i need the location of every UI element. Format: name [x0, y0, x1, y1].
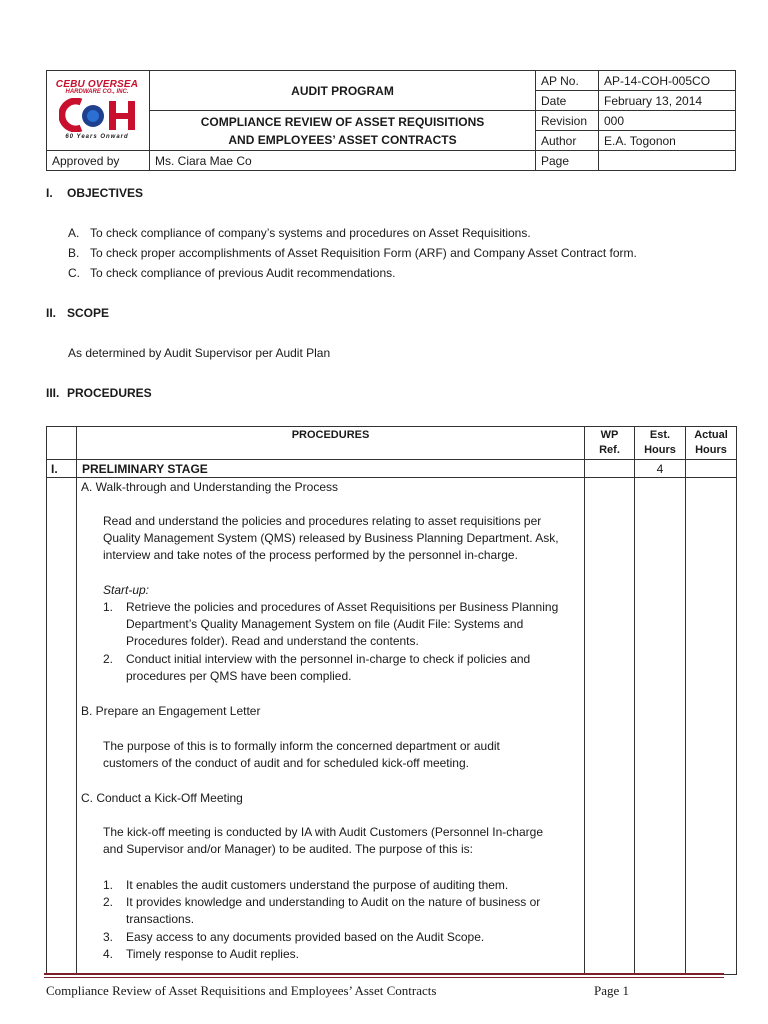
section-scope-heading [46, 306, 109, 320]
step-c-description: The kick-off meeting is conducted by IA with Audit Customers (Personnel In-charge and Supervisor and/or Manager) to be audited. The purpose of this is: [103, 825, 543, 856]
col-header-actual-hours: Actual Hours [686, 427, 737, 460]
objective-item: C. To check compliance of previous Audit recommendations. [68, 266, 396, 280]
section-title: SCOPE [67, 306, 110, 320]
procedure-body-row [47, 478, 737, 975]
section-number: I. [46, 186, 53, 200]
col-header-wp-ref: WP Ref. [585, 427, 635, 460]
objective-item: A. To check compliance of company’s systems and procedures on Asset Requisitions. [68, 226, 531, 240]
section-title: OBJECTIVES [67, 186, 144, 200]
header-table [46, 70, 736, 171]
startup-step-2: Conduct initial interview with the personnel in-charge to check if policies and procedures per QMS have been complied. [126, 652, 531, 683]
logo-company-subname: HARDWARE CO., INC. [65, 88, 129, 95]
logo-tagline: 60 Years Onward [65, 133, 129, 140]
purpose-item-4: Timely response to Audit replies. [126, 947, 299, 961]
field-value-ap-no: AP-14-COH-005CO [599, 71, 736, 91]
field-value-revision: 000 [599, 111, 736, 131]
step-b-title: B. Prepare an Engagement Letter [81, 704, 261, 718]
company-logo [47, 76, 147, 146]
startup-label: Start-up: [103, 583, 150, 597]
section-title: PROCEDURES [67, 386, 152, 400]
document-subtitle [150, 111, 536, 151]
approved-by-label: Approved by [47, 151, 150, 171]
step-c-title: C. Conduct a Kick-Off Meeting [81, 791, 243, 805]
footer-page-number: Page 1 [594, 983, 630, 998]
field-label-ap-no: AP No. [536, 71, 599, 91]
objective-item: B. To check proper accomplishments of Asset Requisition Form (ARF) and Company Asset Contract form. [68, 246, 637, 260]
step-a-title: A. Walk-through and Understanding the Process [81, 480, 339, 494]
subtitle-line-2: AND EMPLOYEES’ ASSET CONTRACTS [228, 132, 457, 147]
scope-text: As determined by Audit Supervisor per Audit Plan [68, 346, 331, 360]
company-logo-cell [47, 71, 150, 151]
step-a-description: Read and understand the policies and procedures relating to asset requisitions per Quality Management System (QMS) released by Business Planning Department. Ask, interview and take notes of the process performed by the personnel in-charge. [103, 514, 559, 562]
footer-rule-thin [44, 977, 724, 978]
document-title: AUDIT PROGRAM [150, 71, 536, 111]
stage-number: I. [47, 460, 77, 478]
field-label-revision: Revision [536, 111, 599, 131]
stage-est-hours: 4 [635, 460, 686, 478]
purpose-item-1: It enables the audit customers understand the purpose of auditing them. [126, 878, 509, 892]
stage-title: PRELIMINARY STAGE [77, 460, 585, 478]
footer-rule [44, 973, 724, 975]
purpose-item-3: Easy access to any documents provided based on the Audit Scope. [126, 930, 485, 944]
procedures-table [46, 426, 737, 975]
approved-by-value: Ms. Ciara Mae Co [150, 151, 536, 171]
field-value-page [599, 151, 736, 171]
section-number: III. [46, 386, 60, 400]
field-value-date: February 13, 2014 [599, 91, 736, 111]
purpose-item-2: It provides knowledge and understanding to Audit on the nature of business or transactions. [126, 895, 541, 926]
field-label-page: Page [536, 151, 599, 171]
logo-company-name: CEBU OVERSEA [55, 78, 139, 90]
startup-step-1: Retrieve the policies and procedures of Asset Requisitions per Business Planning Department’s Quality Management System on file (Audit File: Systems and Procedures folder). Read and understand the contents. [126, 600, 559, 648]
footer-document-title: Compliance Review of Asset Requisitions and Employees’ Asset Contracts [46, 983, 437, 998]
section-procedures-heading [46, 386, 152, 400]
section-objectives-heading [46, 186, 143, 200]
field-value-author: E.A. Togonon [599, 131, 736, 151]
col-header-procedures: PROCEDURES [77, 427, 585, 460]
col-header-est-hours: Est. Hours [635, 427, 686, 460]
subtitle-line-1: COMPLIANCE REVIEW OF ASSET REQUISITIONS [200, 114, 485, 129]
field-label-date: Date [536, 91, 599, 111]
field-label-author: Author [536, 131, 599, 151]
step-b-description: The purpose of this is to formally inform the concerned department or audit customers of the conduct of audit and for scheduled kick-off meeting. [103, 739, 500, 770]
section-number: II. [46, 306, 57, 320]
procedure-steps: A. Walk-through and Understanding the Process Read and understand the policies and procedures relating to asset requisitions per Quality Management System (QMS) released by Business Planning Department. Ask, interview and take notes of the process performed by the personnel in-charge. Start-up: 1. Retrieve the policies and procedures of Asset Requisitions per Business Planning Department’s Quality Management System on file (Audit File: Systems and Procedures folder). Read and understand the contents. 2. Conduct initial interview with the personnel in-charge to check if policies and procedures per QMS have been complied. B. Prepare an Engagement Letter The purpose of this is to formally inform the concerned department or audit customers of the conduct of audit and for scheduled kick-off meeting. C. Conduct a Kick-Off Meeting The kick-off meeting is conducted by IA with Audit Customers (Personnel In-charge and Supervisor and/or Manager) to be audited. The purpose of this is: 1. It enables the audit customers understand the purpose of auditing them. 2. It provides knowledge and understanding to Audit on the nature of business or transactions. 3. Easy access to any documents provided based on the Audit Scope. 4. Timely response to Audit replies. [77, 478, 585, 975]
stage-row [47, 460, 737, 478]
coh-logo-icon [59, 98, 137, 132]
procedures-header-row [47, 427, 737, 460]
